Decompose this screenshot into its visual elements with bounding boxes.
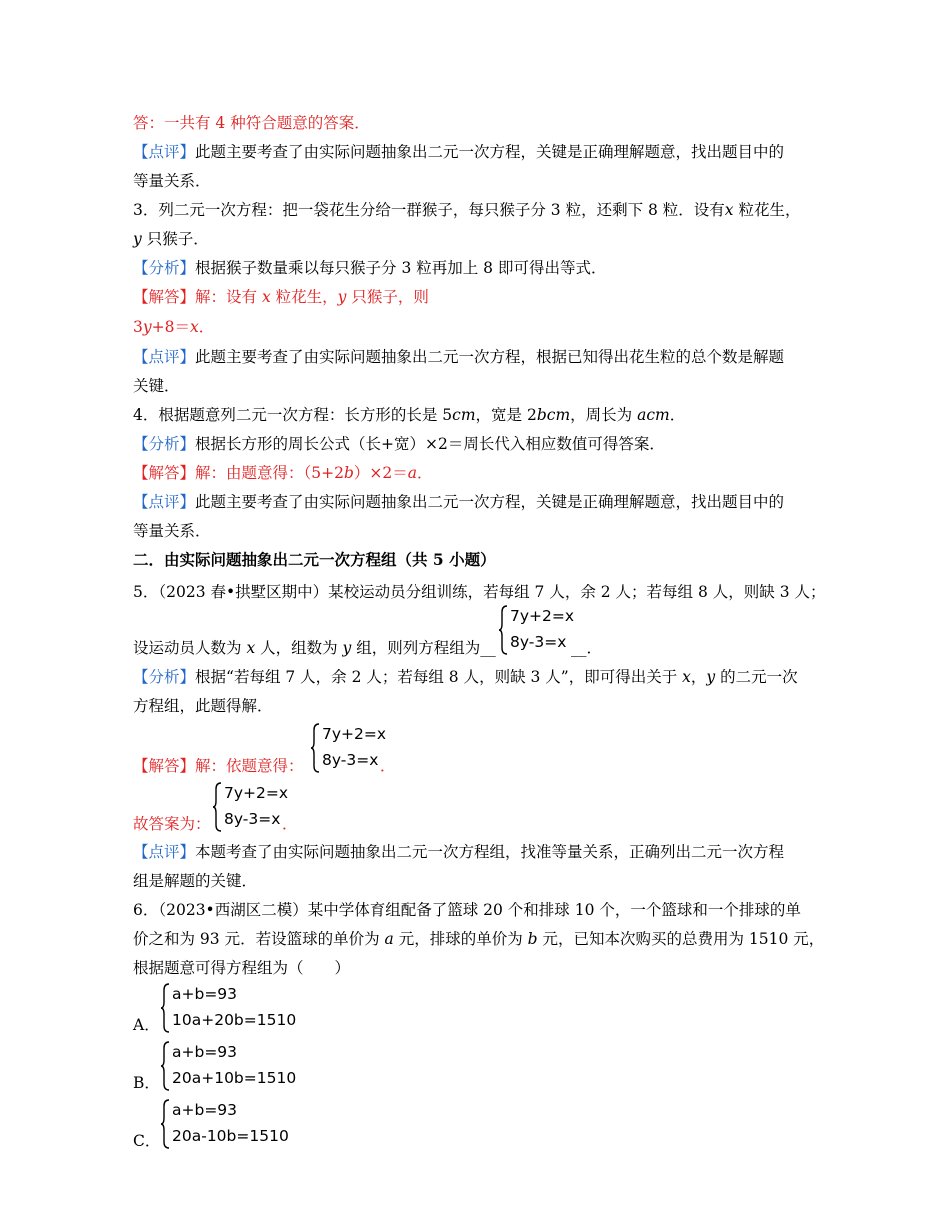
question-6-line-2 [133, 928, 824, 950]
q4-comment-text: 此题主要考查了由实际问题抽象出二元一次方程，关键是正确理解题意，找出题目中的 [195, 493, 785, 511]
optB-eq2: 20a+10b=1510 [172, 1069, 297, 1087]
comment-tag: 【点评】 [133, 843, 196, 861]
q4-bcm: bcm [536, 406, 571, 424]
q6-b: b [527, 930, 538, 948]
solution-tag: 【解答】 [133, 288, 196, 306]
question-3-line-2 [133, 228, 209, 250]
q4-a: 4．根据题意列二元一次方程：长方形的长是 5 [133, 406, 453, 424]
optB-eq1: a+b=93 [172, 1043, 238, 1061]
q4-analysis-text: 根据长方形的周长公式（长+宽）×2＝周长代入相应数值可得答案． [195, 435, 665, 453]
q5-ans-period: ． [282, 815, 298, 833]
ans-eq1: 7y+2=x [224, 784, 289, 802]
q4-sol-c: ）×2＝ [353, 464, 408, 482]
optA-eq1: a+b=93 [172, 985, 238, 1003]
q3-var-x: x [724, 201, 734, 219]
q6-a: a [384, 930, 394, 948]
q5-analysis [133, 666, 798, 688]
brace-icon [498, 604, 508, 656]
q5-blank-pre: __ [480, 639, 496, 657]
q5-b3: 组，则列方程组为 [351, 639, 481, 657]
q6-b3: 元，已知本次购买的总费用为 1510 元， [537, 930, 825, 948]
q4-sol-d: ． [417, 464, 433, 482]
brace-icon [310, 722, 320, 774]
q3-sol-a: 解：设有 [195, 288, 262, 306]
comment-line [133, 141, 784, 163]
q5-analysis-2: 方程组，此题得解． [133, 697, 273, 715]
q5-eq2: 8y-3=x [510, 633, 567, 651]
question-4 [133, 404, 685, 426]
q4-cm: cm [452, 406, 476, 424]
answer-line: 答：一共有 4 种符合题意的答案． [133, 114, 370, 132]
q3-analysis-text: 根据猴子数量乘以每只猴子分 3 粒再加上 8 即可得出等式． [195, 259, 607, 277]
q3-text: 3．列二元一次方程：把一袋花生分给一群猴子，每只猴子分 3 粒，还剩下 8 粒．设有 [133, 201, 725, 219]
q5-fx-x: x [682, 668, 691, 686]
q3-var-y: y [133, 230, 142, 248]
brace-icon [212, 781, 222, 833]
analysis-tag: 【分析】 [133, 259, 196, 277]
optC-eq2: 20a-10b=1510 [172, 1127, 289, 1145]
comment-text: 此题主要考查了由实际问题抽象出二元一次方程，关键是正确理解题意，找出题目中的 [195, 143, 785, 161]
q5-fx-b: 的二元一次 [715, 668, 798, 686]
brace-icon [160, 1098, 170, 1150]
q3-sol-y: y [337, 288, 347, 306]
comment-tag: 【点评】 [133, 348, 196, 366]
q4-b: ，宽是 2 [475, 406, 537, 424]
q5-answer: 故答案为： [133, 815, 211, 833]
q5-eq1: 7y+2=x [510, 607, 575, 625]
q4-acm: acm [637, 406, 670, 424]
option-b-label[interactable]: B． [133, 1074, 160, 1092]
section-heading: 二．由实际问题抽象出二元一次方程组（共 5 小题） [133, 550, 496, 569]
q3-text-b: 粒花生， [733, 201, 801, 219]
q5-x: x [246, 639, 256, 657]
option-a-system[interactable] [160, 982, 320, 1034]
q3-eq-a: 3 [133, 318, 143, 336]
q4-c: ，周长为 [570, 406, 638, 424]
q5-fx-y: y [706, 668, 716, 686]
question-5-line-2 [133, 637, 496, 659]
q4-analysis [133, 433, 665, 455]
q5-y: y [342, 639, 352, 657]
q3-text-c: 只猴子． [141, 230, 209, 248]
question-6: 6．（2023•西湖区二模）某中学体育组配备了篮球 20 个和排球 10 个，一个篮球和一个排球的单 [133, 901, 801, 919]
q5-fx-comma: ， [690, 668, 707, 686]
q5-sol-text: 解：依题意得： [195, 757, 304, 775]
comment-tag: 【点评】 [133, 493, 196, 511]
brace-icon [160, 1040, 170, 1092]
q3-sol-x: x [261, 288, 271, 306]
comment-tag: 【点评】 [133, 143, 196, 161]
q3-analysis [133, 257, 606, 279]
q4-solution [133, 462, 433, 484]
question-6-line-3: 根据题意可得方程组为（ ） [133, 959, 351, 977]
question-5: 5．（2023 春•拱墅区期中）某校运动员分组训练，若每组 7 人，余 2 人；若每组 8 人，则缺 3 人； [133, 583, 826, 601]
sol-eq1: 7y+2=x [322, 725, 387, 743]
q5-comment-text: 本题考查了由实际问题抽象出二元一次方程组，找准等量关系，正确列出二元一次方程 [195, 843, 785, 861]
solution-tag: 【解答】 [133, 757, 196, 775]
q4-sol-b: b [343, 464, 354, 482]
brace-icon [160, 982, 170, 1034]
q4-sol-a2: a [407, 464, 418, 482]
q4-comment [133, 491, 784, 513]
solution-tag: 【解答】 [133, 464, 196, 482]
q3-sol-b: 粒花生， [270, 288, 338, 306]
q5-blank-post: __． [571, 639, 603, 657]
comment-line-2: 等量关系． [133, 172, 211, 190]
sol-eq2: 8y-3=x [322, 751, 379, 769]
q5-comment [133, 841, 784, 863]
q4-comment-2: 等量关系． [133, 522, 211, 540]
q3-solution [133, 286, 429, 308]
q3-eq-x: x [190, 318, 199, 336]
q3-equation [133, 316, 214, 338]
q4-d: ． [669, 406, 686, 424]
q3-eq-c: ． [198, 318, 215, 336]
q6-b1: 价之和为 93 元．若设篮球的单价为 [133, 930, 385, 948]
q5-solution [133, 755, 304, 777]
q3-eq-b: +8＝ [151, 318, 190, 336]
q3-comment [133, 346, 784, 368]
option-c-system[interactable] [160, 1098, 320, 1150]
analysis-tag: 【分析】 [133, 435, 196, 453]
q3-comment-text: 此题主要考查了由实际问题抽象出二元一次方程，根据已知得出花生粒的总个数是解题 [195, 348, 785, 366]
q3-sol-c: 只猴子，则 [346, 288, 429, 306]
q6-b2: 元，排球的单价为 [393, 930, 528, 948]
option-b-system[interactable] [160, 1040, 320, 1092]
q4-sol-a: 解：由题意得：（5+2 [195, 464, 344, 482]
q5-b2: 人，组数为 [255, 639, 343, 657]
q5-b1: 设运动员人数为 [133, 639, 247, 657]
analysis-tag: 【分析】 [133, 668, 196, 686]
q5-analysis-text: 根据“若每组 7 人，余 2 人；若每组 8 人，则缺 3 人”，即可得出关于 [195, 668, 683, 686]
optC-eq1: a+b=93 [172, 1101, 238, 1119]
question-3 [133, 199, 800, 221]
option-c-label[interactable]: C． [133, 1132, 161, 1150]
q3-comment-2: 关键． [133, 377, 180, 395]
optA-eq2: 10a+20b=1510 [172, 1011, 297, 1029]
ans-eq2: 8y-3=x [224, 810, 281, 828]
option-a-label[interactable]: A． [133, 1016, 160, 1034]
q5-comment-2: 组是解题的关键． [133, 872, 258, 890]
q5-sol-period: ． [380, 757, 396, 775]
q3-eq-y: y [142, 318, 152, 336]
